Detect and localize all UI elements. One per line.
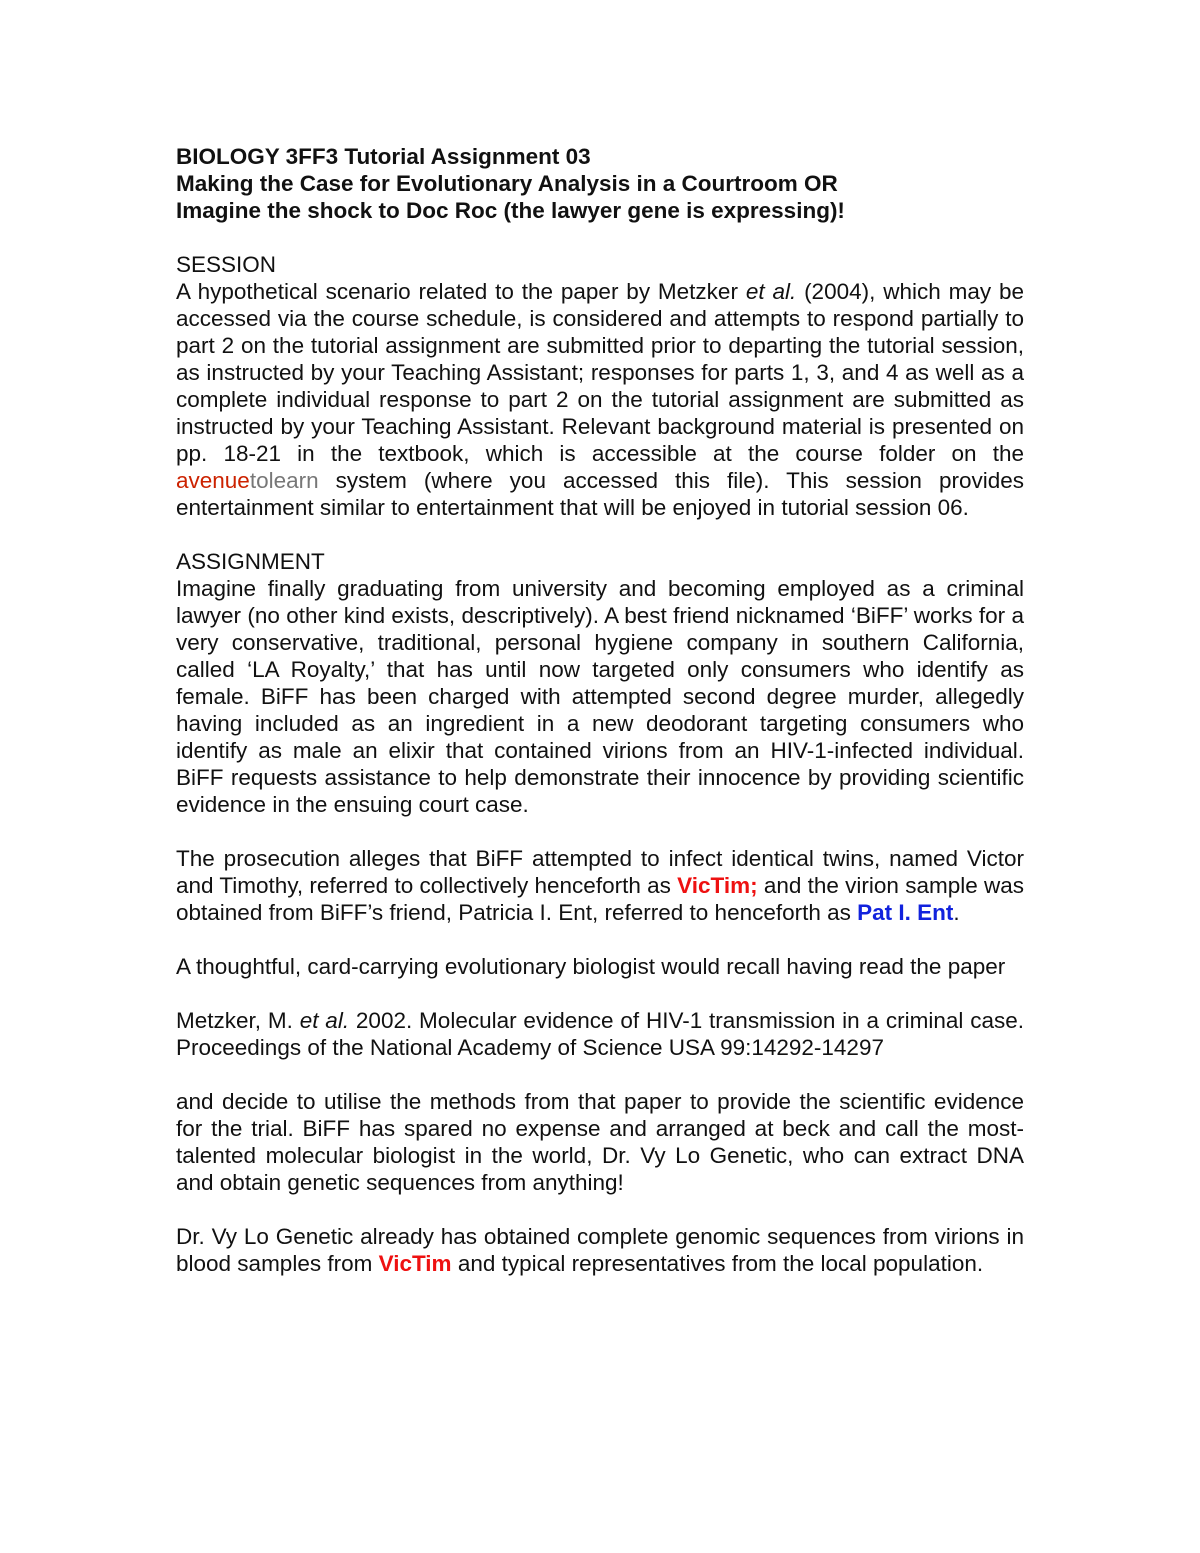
assignment-paragraph-3: A thoughtful, card-carrying evolutionary biologist would recall having read the paper [176, 954, 1006, 979]
reference-citation: Metzker, M. et al. 2002. Molecular evidence of HIV-1 transmission in a criminal case. Proceedings of the National Academy of Science USA 99:14292-14297 [176, 1008, 1024, 1060]
patient-name: Pat I. Ent [857, 900, 954, 925]
victim-name: VicTim; [677, 873, 758, 898]
assignment-paragraph-1: Imagine finally graduating from university and becoming employed as a criminal lawyer (no other kind exists, descriptively). A best friend nicknamed ‘BiFF’ works for a very conservative, traditional, personal hygiene company in southern California, called ‘LA Royalty,’ that has until now targeted only consumers who identify as female. BiFF has been charged with attempted second degree murder, allegedly having included as an ingredient in a new deodorant targeting consumers who identify as male an elixir that contained virions from an HIV-1-infected individual. BiFF requests assistance to help demonstrate their innocence by providing scientific evidence in the ensuing court case. [176, 576, 1024, 817]
session-heading: SESSION [176, 252, 277, 277]
title-line-2: Making the Case for Evolutionary Analysis in a Courtroom OR [176, 171, 838, 196]
avenue-to-learn-link[interactable]: avenuetolearn [176, 468, 319, 493]
assignment-paragraph-2: The prosecution alleges that BiFF attempted to infect identical twins, named Victor and Timothy, referred to collectively henceforth as VicTim; and the virion sample was obtained from BiFF’s friend, Patricia I. Ent, referred to henceforth as Pat I. Ent. [176, 846, 1024, 925]
title-line-1: BIOLOGY 3FF3 Tutorial Assignment 03 [176, 144, 591, 169]
title-line-3: Imagine the shock to Doc Roc (the lawyer gene is expressing)! [176, 198, 845, 223]
assignment-paragraph-5: Dr. Vy Lo Genetic already has obtained complete genomic sequences from virions in blood samples from VicTim and typical representatives from the local population. [176, 1224, 1024, 1276]
victim-name: VicTim [378, 1251, 452, 1276]
session-paragraph: A hypothetical scenario related to the paper by Metzker et al. (2004), which may be accessed via the course schedule, is considered and attempts to respond partially to part 2 on the tutorial assignment are submitted prior to departing the tutorial session, as instructed by your Teaching Assistant; responses for parts 1, 3, and 4 as well as a complete individual response to part 2 on the tutorial assignment are submitted as instructed by your Teaching Assistant. Relevant background material is presented on pp. 18-21 in the textbook, which is accessible at the course folder on the avenuetolearn system (where you accessed this file). This session provides entertainment similar to entertainment that will be enjoyed in tutorial session 06. [176, 279, 1024, 520]
assignment-heading: ASSIGNMENT [176, 549, 325, 574]
assignment-paragraph-4: and decide to utilise the methods from that paper to provide the scientific evidence for the trial. BiFF has spared no expense and arranged at beck and call the most-talented molecular biologist in the world, Dr. Vy Lo Genetic, who can extract DNA and obtain genetic sequences from anything! [176, 1089, 1024, 1195]
document-page [176, 143, 1024, 1277]
